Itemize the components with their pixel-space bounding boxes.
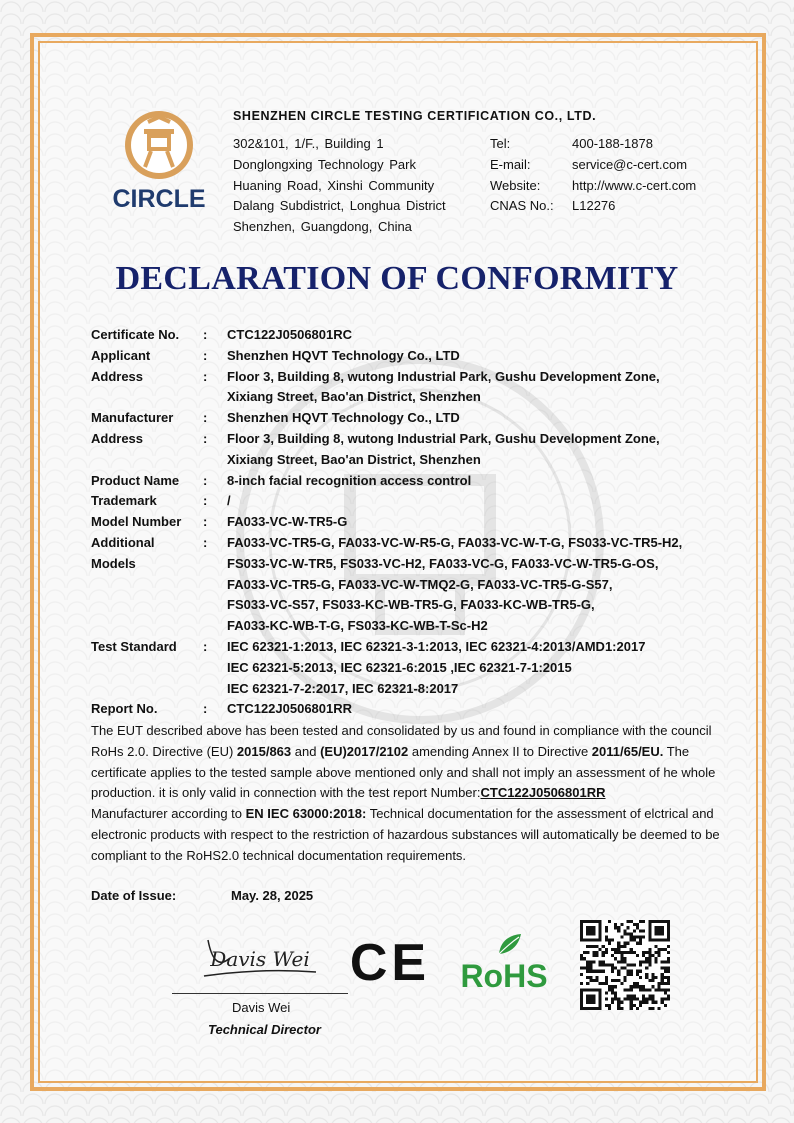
- directive-ref: 2011/65/EU.: [591, 743, 664, 759]
- field-label: [91, 491, 203, 512]
- qr-code: [580, 920, 670, 1010]
- svg-text:Davis Wei: Davis Wei: [210, 947, 310, 971]
- date-of-issue: [91, 888, 314, 903]
- field-label-text: Model Number: [91, 514, 182, 530]
- field-colon: :: [203, 534, 208, 550]
- contact-label: Tel:: [490, 136, 511, 151]
- field-value: [227, 408, 731, 429]
- field-label: [91, 408, 203, 429]
- field-value: [227, 471, 731, 492]
- report-number-link: CTC122J0506801RR: [480, 785, 606, 801]
- field-label: [91, 367, 203, 409]
- field-value: [227, 429, 731, 471]
- contact-label: E-mail:: [490, 156, 531, 172]
- contact-label: CNAS No.:: [490, 198, 554, 214]
- date-value: May. 28, 2025: [231, 888, 314, 903]
- standard-ref: EN IEC 63000:2018:: [245, 806, 367, 822]
- field-label-text: Product Name: [91, 472, 180, 488]
- text: amending Annex II to Directive: [408, 743, 592, 759]
- field-colon: :: [203, 430, 208, 446]
- field-label-text: Address: [91, 430, 144, 446]
- field-label: [91, 471, 203, 492]
- field-colon: :: [203, 368, 208, 384]
- field-colon: :: [203, 472, 208, 488]
- field-label: [91, 325, 203, 346]
- compliance-statement: [91, 721, 721, 867]
- directive-ref: (EU)2017/2102: [320, 743, 409, 759]
- field-value-line: FS033-VC-S57, FS033-KC-WB-TR5-G, FA033-KC-WB-TR5-G,: [227, 597, 595, 613]
- field-value-line: 8-inch facial recognition access control: [227, 472, 472, 488]
- field-label-text: Models: [91, 555, 136, 571]
- company-name: SHENZHEN CIRCLE TESTING CERTIFICATION CO., LTD.: [233, 109, 597, 123]
- field-value: [227, 367, 731, 409]
- tel-value: 400-188-1878: [572, 136, 653, 151]
- field-row: [91, 325, 731, 346]
- statement-paragraph: [91, 804, 721, 866]
- field-value-line: CTC122J0506801RR: [227, 701, 353, 717]
- field-row: [91, 637, 731, 699]
- field-row: [91, 367, 731, 409]
- field-value: [227, 699, 731, 720]
- certificate-fields: [91, 325, 731, 720]
- field-colon: :: [203, 410, 208, 426]
- company-address: [233, 134, 446, 238]
- address-line: Huaning Road, Xinshi Community: [233, 177, 435, 193]
- field-value-line: FA033-VC-W-TR5-G: [227, 514, 348, 530]
- field-label-text: Certificate No.: [91, 327, 180, 342]
- field-value-line: FS033-VC-W-TR5, FS033-VC-H2, FA033-VC-G, FA033-VC-W-TR5-G-OS,: [227, 555, 659, 571]
- field-value: [227, 491, 731, 512]
- address-line: Dalang Subdistrict, Longhua District: [233, 198, 446, 214]
- field-label-text: Applicant: [91, 347, 151, 363]
- field-row: [91, 699, 731, 720]
- address-line: Shenzhen, Guangdong, China: [233, 219, 412, 235]
- field-row: [91, 491, 731, 512]
- field-label: [91, 346, 203, 367]
- field-colon: :: [203, 327, 208, 342]
- field-label-text: Report No.: [91, 701, 158, 717]
- text: Manufacturer according to: [91, 806, 246, 822]
- field-value: [227, 325, 731, 346]
- field-value-line: IEC 62321-1:2013, IEC 62321-3-1:2013, IEC 62321-4:2013/AMD1:2017: [227, 638, 646, 654]
- text: Technical documentation for the assessment of elctrical and electronic products with respect to the restriction of hazardous substances will automatically be deemed to be compliant to the RoHS2.0 technical documentation requirements.: [91, 806, 720, 863]
- contact-label: Website:: [490, 177, 541, 193]
- field-label-text: Additional: [91, 534, 155, 550]
- field-value-line: Floor 3, Building 8, wutong Industrial Park, Gushu Development Zone,: [227, 368, 660, 384]
- field-value-line: Shenzhen HQVT Technology Co., LTD: [227, 410, 460, 426]
- field-colon: :: [203, 514, 208, 530]
- field-value-line: Floor 3, Building 8, wutong Industrial Park, Gushu Development Zone,: [227, 430, 660, 446]
- text: The EUT described above has been tested and consolidated by us and found in compliance with the council RoHs 2.0. Directive (EU): [91, 723, 712, 759]
- field-value-line: FA033-VC-TR5-G, FA033-VC-W-R5-G, FA033-VC-W-T-G, FS033-VC-TR5-H2,: [227, 534, 683, 550]
- date-label: Date of Issue:: [91, 888, 177, 903]
- field-value: [227, 512, 731, 533]
- field-colon: :: [203, 638, 208, 654]
- svg-text:CE: CE: [350, 938, 430, 986]
- directive-ref: 2015/863: [236, 743, 292, 759]
- field-row: [91, 533, 731, 637]
- field-label: [91, 699, 203, 720]
- field-value-line: IEC 62321-7-2:2017, IEC 62321-8:2017: [227, 680, 459, 696]
- field-label: [91, 512, 203, 533]
- field-label-text: Test Standard: [91, 638, 177, 654]
- cnas-value: L12276: [572, 198, 616, 214]
- rohs-mark: [455, 932, 553, 990]
- field-label: [91, 429, 203, 471]
- field-value-line: FA033-VC-TR5-G, FA033-VC-W-TMQ2-G, FA033-VC-TR5-G-S57,: [227, 576, 613, 592]
- text: The certificate applies to the tested sample above mentioned only and shall not imply an assessment of he whole production. it is only valid in connection with the test report Number:: [91, 743, 716, 801]
- field-value: [227, 637, 731, 699]
- field-label: [91, 637, 203, 699]
- text: and: [291, 743, 321, 759]
- signature-line: [172, 993, 348, 994]
- ce-mark: [350, 938, 430, 986]
- field-colon: :: [203, 347, 208, 363]
- field-label: [91, 533, 203, 637]
- signature-image: [200, 932, 320, 982]
- field-value-line: FA033-KC-WB-T-G, FS033-KC-WB-T-Sc-H2: [227, 618, 488, 634]
- field-value-line: IEC 62321-5:2013, IEC 62321-6:2015 ,IEC 62321-7-1:2015: [227, 659, 572, 675]
- field-value-line: Shenzhen HQVT Technology Co., LTD: [227, 347, 460, 363]
- statement-paragraph: [91, 721, 721, 804]
- field-row: [91, 346, 731, 367]
- field-row: [91, 512, 731, 533]
- circle-logo: [100, 105, 218, 215]
- email-value: service@c-cert.com: [572, 156, 688, 172]
- field-value-line: Xixiang Street, Bao'an District, Shenzhen: [227, 389, 481, 405]
- company-contacts: [490, 134, 696, 217]
- signatory-name: Davis Wei: [232, 1000, 291, 1015]
- field-row: [91, 429, 731, 471]
- document-title: DECLARATION OF CONFORMITY: [115, 260, 679, 297]
- field-label-text: Manufacturer: [91, 410, 174, 426]
- address-line: Donglongxing Technology Park: [233, 156, 416, 172]
- field-value-line: Xixiang Street, Bao'an District, Shenzhen: [227, 451, 481, 467]
- svg-text:CIRCLE: CIRCLE: [112, 185, 206, 213]
- field-value-line: /: [227, 493, 231, 509]
- field-value-line: CTC122J0506801RC: [227, 327, 353, 342]
- signatory-role: Technical Director: [208, 1022, 321, 1037]
- field-row: [91, 408, 731, 429]
- field-colon: :: [203, 493, 208, 509]
- field-label-text: Trademark: [91, 493, 157, 509]
- field-row: [91, 471, 731, 492]
- svg-text:RoHS: RoHS: [460, 958, 548, 990]
- field-label-text: Address: [91, 368, 144, 384]
- field-colon: :: [203, 701, 208, 717]
- website-value: http://www.c-cert.com: [572, 177, 697, 193]
- field-value: [227, 533, 731, 637]
- address-line: 302&101, 1/F., Building 1: [233, 136, 384, 151]
- field-value: [227, 346, 731, 367]
